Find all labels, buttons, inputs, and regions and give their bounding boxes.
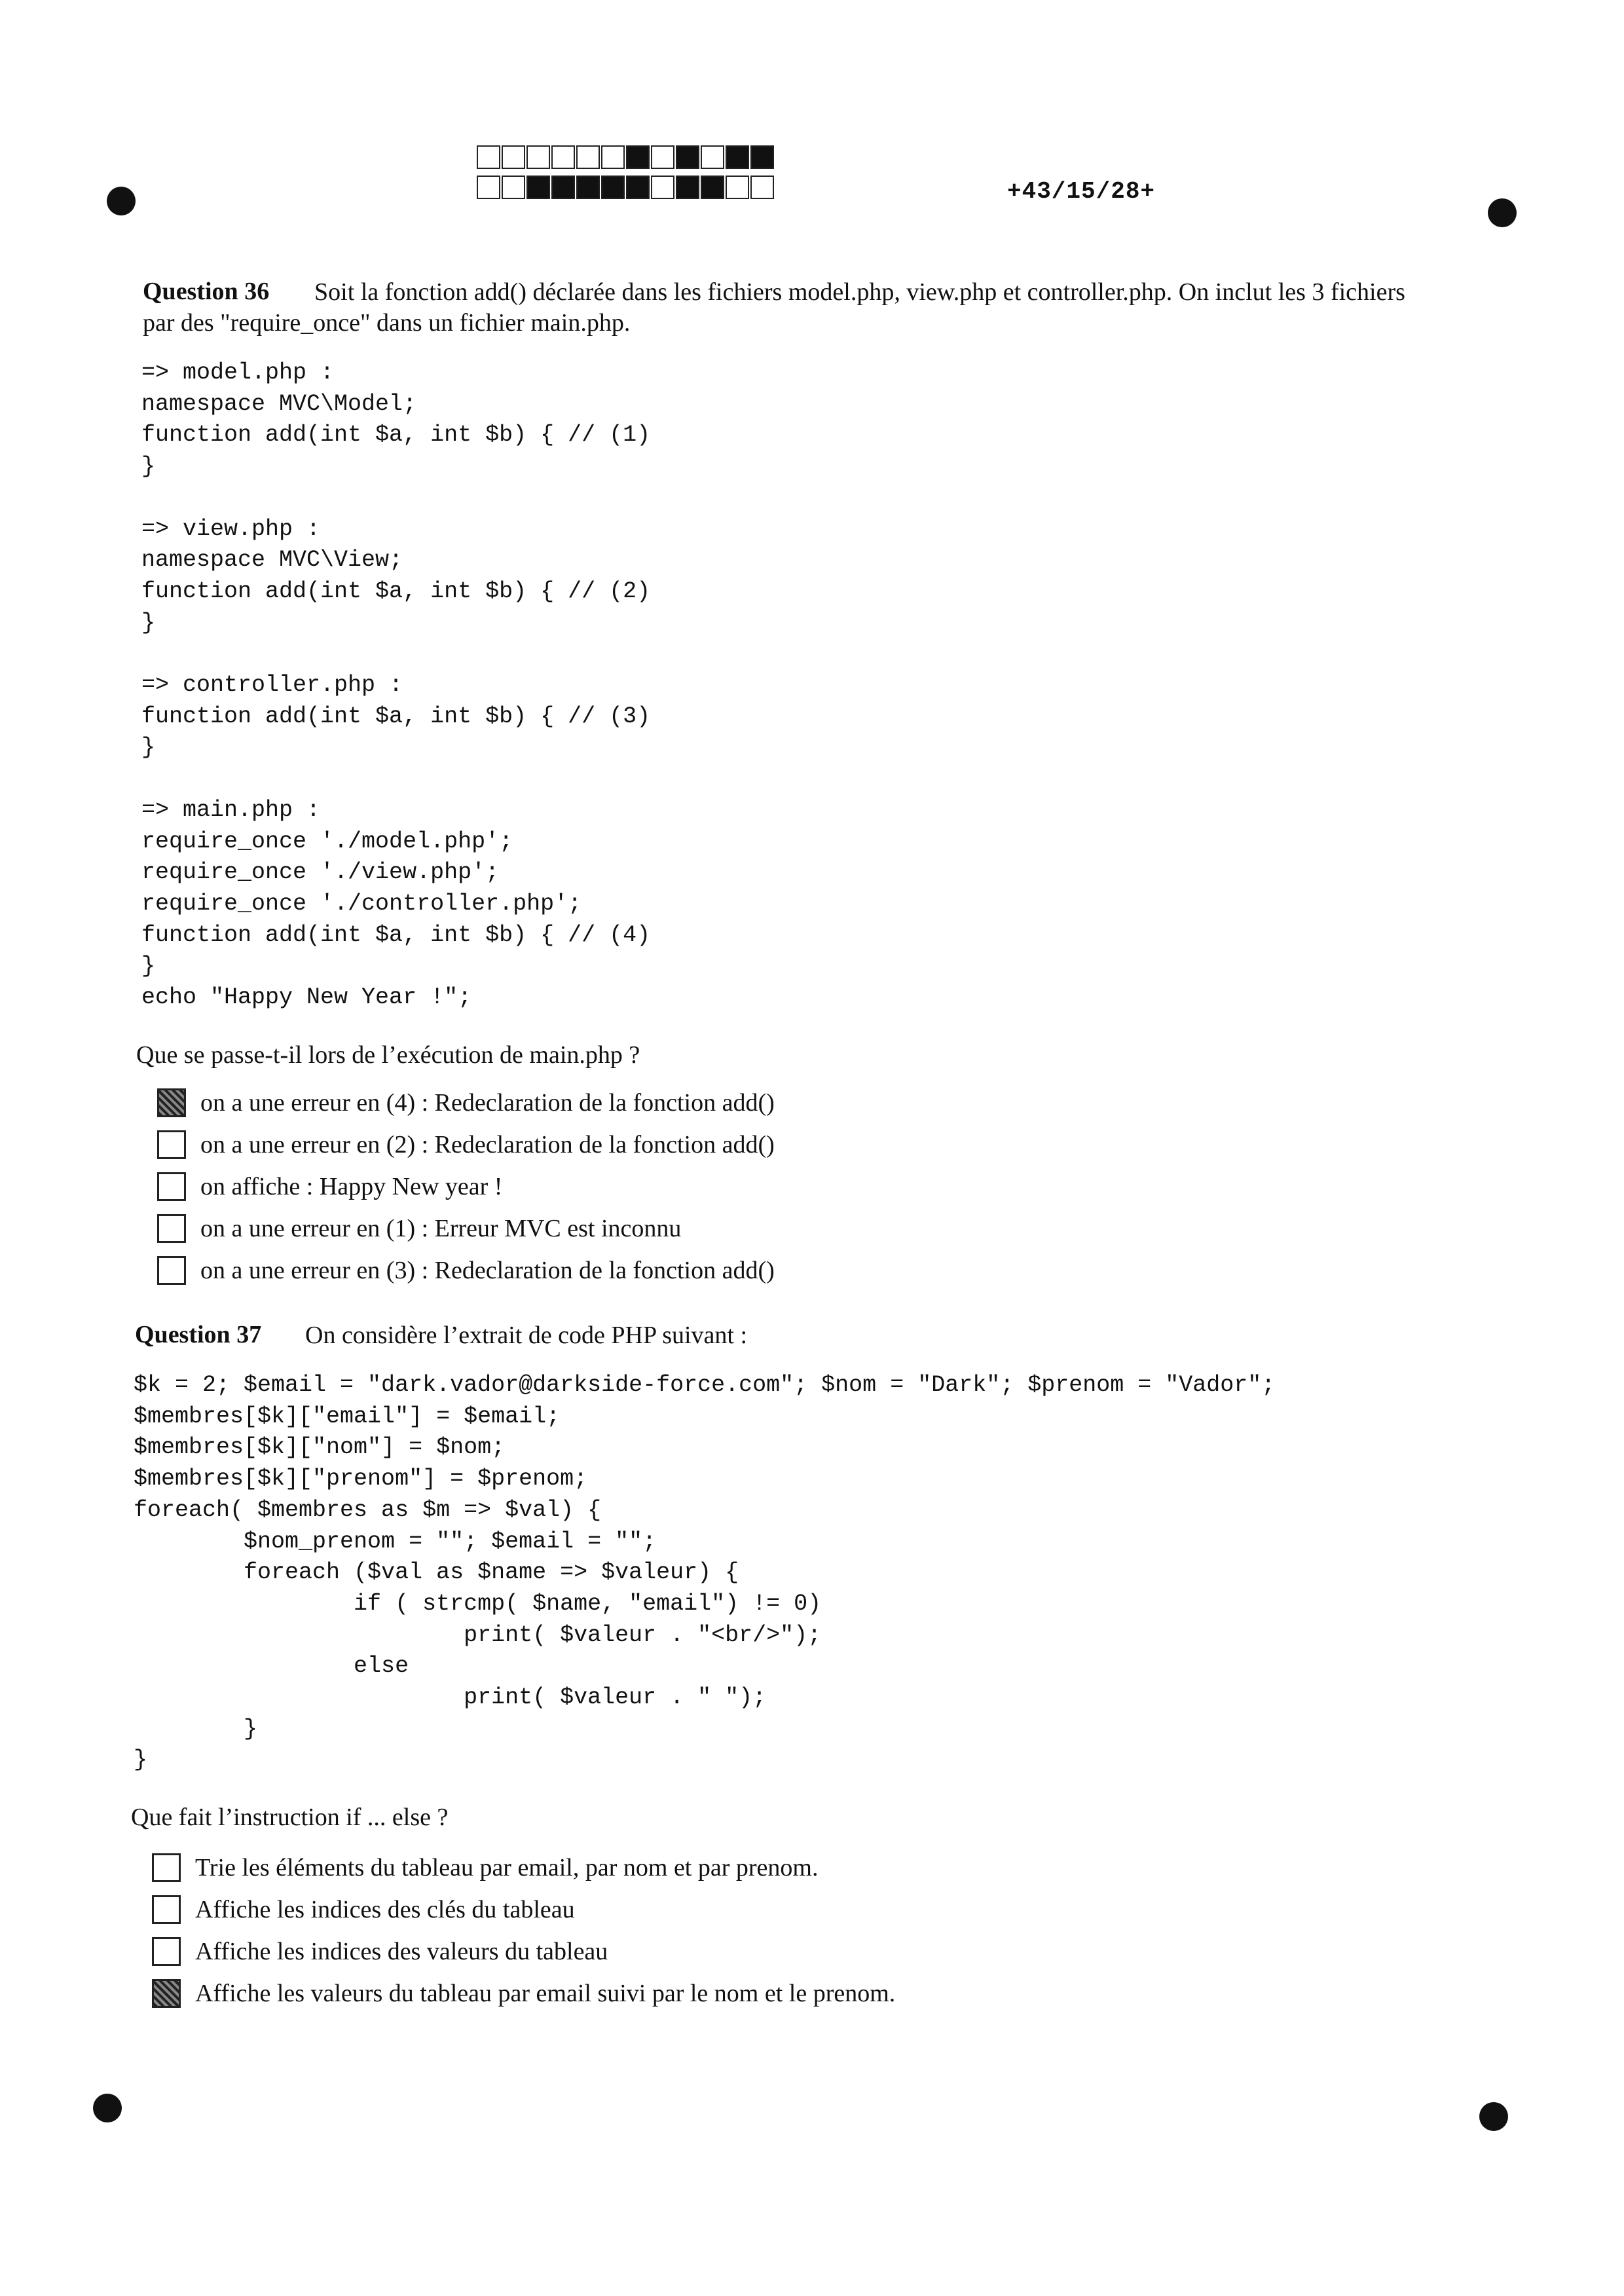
answer-option[interactable] [157,1124,775,1166]
page-barcode [477,145,775,206]
barcode-cell [601,145,625,169]
answer-option[interactable] [157,1208,775,1250]
question-36-text-line1: Soit la fonction add() déclarée dans les fichiers model.php, view.php et controller.php. On inclut les 3 fichiers [314,278,1405,306]
question-37-text: On considère l’extrait de code PHP suivant : [305,1322,748,1349]
answer-label: on a une erreur en (3) : Redeclaration de la fonction add() [200,1257,775,1284]
barcode-cell [750,176,774,199]
barcode-cell [651,176,674,199]
page-id: +43/15/28+ [1007,178,1156,205]
barcode-cell [502,145,525,169]
barcode-cell [502,176,525,199]
answer-label: Trie les éléments du tableau par email, par nom et par prenom. [195,1854,819,1881]
barcode-cell [651,145,674,169]
barcode-cell [526,145,550,169]
barcode-cell [626,176,650,199]
answer-option[interactable] [157,1082,775,1124]
question-37-prompt: Que fait l’instruction if ... else ? [131,1804,449,1831]
barcode-cell [726,176,749,199]
answer-label: Affiche les indices des clés du tableau [195,1896,575,1923]
question-37-answers [152,1847,895,2014]
answer-label: on affiche : Happy New year ! [200,1173,503,1200]
question-36-code: => model.php : namespace MVC\Model; function add(int $a, int $b) { // (1) } => view.php : namespace MVC\View; function add(int $a, int $b) { // (2) } => controller.php : function add(int $a, int $b) { // (3) } => main.php : require_once './model.php'; require_once './view.php'; require_once './controller.php'; function add(int $a, int $b) { // (4) } echo "Happy New Year !"; [141,360,651,1011]
barcode-cell [750,145,774,169]
answer-option[interactable] [152,1972,895,2014]
answer-label: on a une erreur en (2) : Redeclaration de la fonction add() [200,1131,775,1158]
answer-label: on a une erreur en (1) : Erreur MVC est inconnu [200,1215,682,1242]
barcode-cell [676,145,699,169]
barcode-cell [551,145,575,169]
registration-mark-top-right [1488,198,1517,227]
barcode-cell [701,145,724,169]
barcode-cell [576,176,600,199]
question-36-prompt: Que se passe-t-il lors de l’exécution de main.php ? [136,1041,640,1069]
registration-mark-bottom-left [93,2094,122,2122]
barcode-cell [551,176,575,199]
answer-option[interactable] [152,1847,895,1889]
answer-option[interactable] [152,1889,895,1931]
barcode-cell [477,145,500,169]
barcode-row [477,145,775,170]
barcode-cell [676,176,699,199]
checkbox[interactable] [157,1256,186,1285]
answer-label: on a une erreur en (4) : Redeclaration de la fonction add() [200,1089,775,1117]
answer-label: Affiche les valeurs du tableau par email suivi par le nom et le prenom. [195,1980,896,2007]
registration-mark-bottom-right [1479,2102,1508,2131]
barcode-row [477,176,775,200]
answer-option[interactable] [157,1250,775,1291]
question-36-answers [157,1082,775,1291]
barcode-cell [526,176,550,199]
answer-label: Affiche les indices des valeurs du tableau [195,1938,608,1965]
barcode-cell [601,176,625,199]
question-37-label: Question 37 [135,1321,262,1348]
question-37-code: $k = 2; $email = "dark.vador@darkside-force.com"; $nom = "Dark"; $prenom = "Vador"; $membres[$k]["email"] = $email; $membres[$k]["nom"] = $nom; $membres[$k]["prenom"] = $prenom; foreach( $membres as $m => $val) { $nom_prenom = ""; $email = ""; foreach ($val as $name => $valeur) { if ( strcmp( $name, "email") != 0) print( $valeur . "<br/>"); else print( $valeur . " "); } } [134,1372,1276,1773]
checkbox[interactable] [152,1895,181,1924]
checkbox[interactable] [157,1214,186,1243]
barcode-cell [626,145,650,169]
checkbox[interactable] [157,1172,186,1201]
checked-checkbox[interactable] [152,1979,181,2008]
question-36-text-line2: par des "require_once" dans un fichier main.php. [143,309,631,337]
checkbox[interactable] [157,1130,186,1159]
answer-option[interactable] [152,1931,895,1972]
answer-option[interactable] [157,1166,775,1208]
barcode-cell [701,176,724,199]
barcode-cell [726,145,749,169]
registration-mark-top-left [107,187,136,215]
checkbox[interactable] [152,1937,181,1966]
checkbox[interactable] [152,1853,181,1882]
barcode-cell [576,145,600,169]
barcode-cell [477,176,500,199]
checked-checkbox[interactable] [157,1088,186,1117]
question-36-label: Question 36 [143,278,270,305]
